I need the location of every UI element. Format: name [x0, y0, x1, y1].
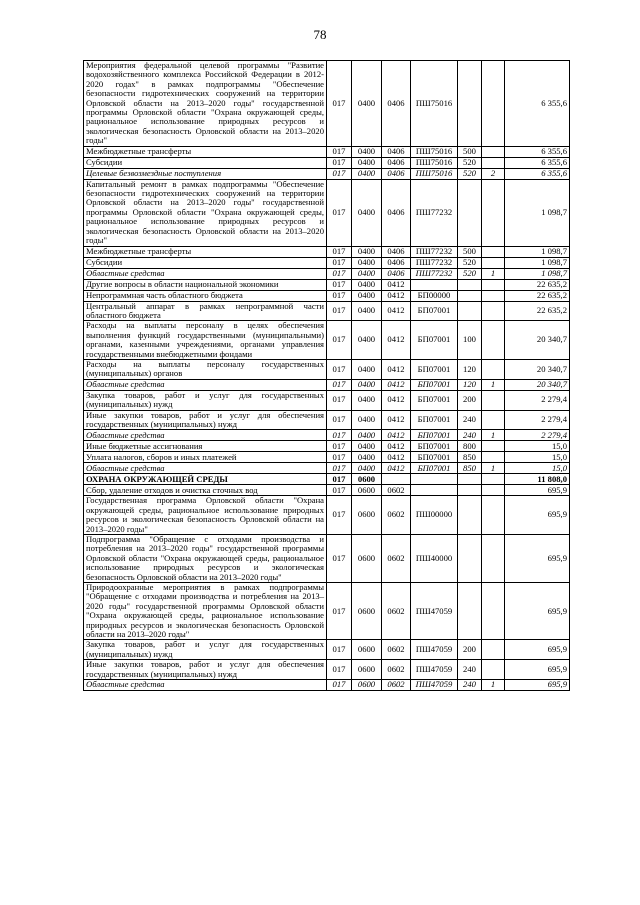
- funding-source-code: [482, 640, 505, 660]
- subsection-code: 0602: [382, 485, 411, 496]
- ved-code: 017: [327, 146, 352, 157]
- expense-type-code: [458, 279, 482, 290]
- amount: 695,9: [505, 660, 570, 680]
- amount: 695,9: [505, 485, 570, 496]
- expense-type-code: 100: [458, 321, 482, 360]
- subsection-code: 0602: [382, 535, 411, 583]
- section-code: 0400: [352, 279, 382, 290]
- funding-source-code: [482, 390, 505, 410]
- target-article-code: БП07001: [411, 379, 458, 390]
- section-code: 0600: [352, 535, 382, 583]
- section-code: 0600: [352, 496, 382, 535]
- ved-code: 017: [327, 452, 352, 463]
- subsection-code: 0412: [382, 301, 411, 321]
- target-article-code: ПШ75016: [411, 61, 458, 147]
- subsection-code: 0602: [382, 640, 411, 660]
- target-article-code: [411, 474, 458, 485]
- ved-code: 017: [327, 430, 352, 441]
- section-code: 0400: [352, 168, 382, 179]
- funding-source-code: 1: [482, 268, 505, 279]
- row-name: Расходы на выплаты персоналу в целях обеспечения выполнения функций государственными (муниципальными) органами, казенными учреждениями, органами управления государственными внебюджетными фондами: [84, 321, 327, 360]
- ved-code: 017: [327, 301, 352, 321]
- funding-source-code: [482, 660, 505, 680]
- ved-code: 017: [327, 379, 352, 390]
- row-name: Областные средства: [84, 379, 327, 390]
- ved-code: 017: [327, 640, 352, 660]
- funding-source-code: [482, 535, 505, 583]
- row-name: Закупка товаров, работ и услуг для государственных (муниципальных) нужд: [84, 640, 327, 660]
- expense-type-code: [458, 301, 482, 321]
- amount: 695,9: [505, 640, 570, 660]
- table-row: [84, 390, 570, 410]
- row-name: Расходы на выплаты персоналу государственных (муниципальных) органов: [84, 359, 327, 379]
- ved-code: 017: [327, 390, 352, 410]
- subsection-code: 0412: [382, 463, 411, 474]
- subsection-code: 0406: [382, 157, 411, 168]
- section-code: 0400: [352, 410, 382, 430]
- ved-code: 017: [327, 257, 352, 268]
- section-code: 0400: [352, 257, 382, 268]
- table-row: [84, 279, 570, 290]
- target-article-code: ПШ47059: [411, 660, 458, 680]
- section-code: 0400: [352, 290, 382, 301]
- row-name: Природоохранные мероприятия в рамках подпрограммы "Обращение с отходами производства и потребления на 2013–2020 годы" государственной программы Орловской области "Охрана окружающей среды, рациональное использование природных ресурсов и экологическая безопасность Орловской области на 2013–2020 годы": [84, 583, 327, 640]
- subsection-code: 0406: [382, 268, 411, 279]
- funding-source-code: [482, 146, 505, 157]
- section-code: 0600: [352, 485, 382, 496]
- expense-type-code: 240: [458, 680, 482, 691]
- expense-type-code: 240: [458, 410, 482, 430]
- ved-code: 017: [327, 321, 352, 360]
- table-row: [84, 61, 570, 147]
- funding-source-code: [482, 61, 505, 147]
- section-code: 0600: [352, 583, 382, 640]
- subsection-code: 0412: [382, 290, 411, 301]
- section-code: 0400: [352, 268, 382, 279]
- expense-type-code: 850: [458, 452, 482, 463]
- ved-code: 017: [327, 535, 352, 583]
- section-code: 0600: [352, 474, 382, 485]
- row-name: Сбор, удаление отходов и очистка сточных вод: [84, 485, 327, 496]
- table-row: [84, 441, 570, 452]
- table-row: [84, 640, 570, 660]
- target-article-code: ПШ47059: [411, 583, 458, 640]
- row-name: Уплата налогов, сборов и иных платежей: [84, 452, 327, 463]
- expense-type-code: [458, 179, 482, 246]
- expense-type-code: 120: [458, 359, 482, 379]
- funding-source-code: 1: [482, 463, 505, 474]
- amount: 2 279,4: [505, 390, 570, 410]
- expense-type-code: [458, 290, 482, 301]
- funding-source-code: [482, 474, 505, 485]
- row-name: Государственная программа Орловской области "Охрана окружающей среды, рациональное использование природных ресурсов и экологическая безопасность Орловской области на 2013–2020 годы": [84, 496, 327, 535]
- table-row: [84, 179, 570, 246]
- expense-type-code: [458, 485, 482, 496]
- table-row: [84, 463, 570, 474]
- funding-source-code: [482, 321, 505, 360]
- row-name: Иные закупки товаров, работ и услуг для обеспечения государственных (муниципальных) нужд: [84, 410, 327, 430]
- row-name: Иные закупки товаров, работ и услуг для обеспечения государственных (муниципальных) нужд: [84, 660, 327, 680]
- amount: 1 098,7: [505, 246, 570, 257]
- row-name: ОХРАНА ОКРУЖАЮЩЕЙ СРЕДЫ: [84, 474, 327, 485]
- target-article-code: БП07001: [411, 410, 458, 430]
- amount: 695,9: [505, 583, 570, 640]
- amount: 695,9: [505, 535, 570, 583]
- expense-type-code: 520: [458, 168, 482, 179]
- amount: 1 098,7: [505, 257, 570, 268]
- funding-source-code: [482, 246, 505, 257]
- funding-source-code: [482, 257, 505, 268]
- amount: 695,9: [505, 496, 570, 535]
- funding-source-code: [482, 301, 505, 321]
- table-row: [84, 430, 570, 441]
- row-name: Областные средства: [84, 463, 327, 474]
- subsection-code: 0406: [382, 246, 411, 257]
- ved-code: 017: [327, 410, 352, 430]
- target-article-code: БП07001: [411, 463, 458, 474]
- funding-source-code: 1: [482, 379, 505, 390]
- subsection-code: 0406: [382, 179, 411, 246]
- expense-type-code: 850: [458, 463, 482, 474]
- section-code: 0400: [352, 179, 382, 246]
- table-row: [84, 146, 570, 157]
- ved-code: 017: [327, 246, 352, 257]
- ved-code: 017: [327, 157, 352, 168]
- target-article-code: ПШ77232: [411, 268, 458, 279]
- amount: 6 355,6: [505, 168, 570, 179]
- amount: 15,0: [505, 463, 570, 474]
- subsection-code: 0412: [382, 430, 411, 441]
- target-article-code: ПШ47059: [411, 640, 458, 660]
- amount: 6 355,6: [505, 146, 570, 157]
- expense-type-code: [458, 535, 482, 583]
- target-article-code: БП07001: [411, 321, 458, 360]
- subsection-code: 0406: [382, 257, 411, 268]
- ved-code: 017: [327, 441, 352, 452]
- table-row: [84, 290, 570, 301]
- page-number: 78: [313, 27, 327, 42]
- subsection-code: 0602: [382, 680, 411, 691]
- expense-type-code: 520: [458, 257, 482, 268]
- amount: 22 635,2: [505, 290, 570, 301]
- funding-source-code: [482, 496, 505, 535]
- ved-code: 017: [327, 583, 352, 640]
- target-article-code: БП07001: [411, 301, 458, 321]
- funding-source-code: 1: [482, 430, 505, 441]
- expense-type-code: 520: [458, 268, 482, 279]
- amount: 2 279,4: [505, 430, 570, 441]
- target-article-code: ПШ47059: [411, 680, 458, 691]
- row-name: Подпрограмма "Обращение с отходами производства и потребления на 2013–2020 годы" государственной программы Орловской области "Охрана окружающей среды, рациональное использование природных ресурсов и экологическая безопасность Орловской области на 2013–2020 годы": [84, 535, 327, 583]
- target-article-code: [411, 485, 458, 496]
- target-article-code: БП00000: [411, 290, 458, 301]
- section-code: 0600: [352, 640, 382, 660]
- ved-code: 017: [327, 496, 352, 535]
- table-row: [84, 535, 570, 583]
- section-code: 0400: [352, 430, 382, 441]
- section-code: 0600: [352, 660, 382, 680]
- amount: 1 098,7: [505, 268, 570, 279]
- amount: 22 635,2: [505, 301, 570, 321]
- section-code: 0400: [352, 157, 382, 168]
- ved-code: 017: [327, 660, 352, 680]
- ved-code: 017: [327, 179, 352, 246]
- section-code: 0400: [352, 441, 382, 452]
- funding-source-code: [482, 179, 505, 246]
- table-row: [84, 157, 570, 168]
- expense-type-code: 500: [458, 246, 482, 257]
- expense-type-code: 200: [458, 640, 482, 660]
- subsection-code: 0412: [382, 321, 411, 360]
- ved-code: 017: [327, 680, 352, 691]
- table-row: [84, 359, 570, 379]
- subsection-code: 0412: [382, 279, 411, 290]
- table-row: [84, 257, 570, 268]
- subsection-code: 0412: [382, 359, 411, 379]
- expense-type-code: 240: [458, 660, 482, 680]
- expense-type-code: [458, 474, 482, 485]
- amount: 6 355,6: [505, 157, 570, 168]
- amount: 20 340,7: [505, 379, 570, 390]
- amount: 695,9: [505, 680, 570, 691]
- row-name: Закупка товаров, работ и услуг для государственных (муниципальных) нужд: [84, 390, 327, 410]
- expense-type-code: 200: [458, 390, 482, 410]
- section-code: 0400: [352, 321, 382, 360]
- table-row: [84, 379, 570, 390]
- row-name: Другие вопросы в области национальной экономики: [84, 279, 327, 290]
- ved-code: 017: [327, 474, 352, 485]
- ved-code: 017: [327, 290, 352, 301]
- row-name: Субсидии: [84, 157, 327, 168]
- budget-table: [83, 60, 570, 691]
- table-row: [84, 168, 570, 179]
- subsection-code: 0406: [382, 168, 411, 179]
- section-code: 0400: [352, 301, 382, 321]
- ved-code: 017: [327, 168, 352, 179]
- section-code: 0400: [352, 246, 382, 257]
- row-name: Иные бюджетные ассигнования: [84, 441, 327, 452]
- target-article-code: ПШ77232: [411, 246, 458, 257]
- section-code: 0400: [352, 379, 382, 390]
- row-name: Центральный аппарат в рамках непрограммной части областного бюджета: [84, 301, 327, 321]
- section-code: 0400: [352, 359, 382, 379]
- row-name: Субсидии: [84, 257, 327, 268]
- ved-code: 017: [327, 485, 352, 496]
- amount: 15,0: [505, 441, 570, 452]
- funding-source-code: [482, 452, 505, 463]
- row-name: Мероприятия федеральной целевой программы "Развитие водохозяйственного комплекса Российской Федерации в 2012-2020 годах" в рамках подпрограммы "Обеспечение безопасности гидротехнических сооружений на территории Орловской области на 2013–2020 годы" государственной программы Орловской области "Охрана окружающей среды, рациональное использование природных ресурсов и экологическая безопасность Орловской области на 2013–2020 годы": [84, 61, 327, 147]
- expense-type-code: 800: [458, 441, 482, 452]
- table-row: [84, 496, 570, 535]
- subsection-code: 0412: [382, 441, 411, 452]
- target-article-code: ПШ77232: [411, 257, 458, 268]
- target-article-code: [411, 279, 458, 290]
- funding-source-code: [482, 290, 505, 301]
- ved-code: 017: [327, 61, 352, 147]
- funding-source-code: 1: [482, 680, 505, 691]
- table-row: [84, 246, 570, 257]
- row-name: Областные средства: [84, 430, 327, 441]
- section-code: 0400: [352, 146, 382, 157]
- amount: 11 808,0: [505, 474, 570, 485]
- row-name: Непрограммная часть областного бюджета: [84, 290, 327, 301]
- amount: 1 098,7: [505, 179, 570, 246]
- expense-type-code: 500: [458, 146, 482, 157]
- section-code: 0400: [352, 390, 382, 410]
- subsection-code: 0412: [382, 390, 411, 410]
- expense-type-code: [458, 583, 482, 640]
- amount: 22 635,2: [505, 279, 570, 290]
- ved-code: 017: [327, 359, 352, 379]
- target-article-code: ПШ75016: [411, 168, 458, 179]
- table-row: [84, 268, 570, 279]
- funding-source-code: [482, 441, 505, 452]
- table-row: [84, 452, 570, 463]
- row-name: Целевые безвозмездные поступления: [84, 168, 327, 179]
- table-row: [84, 583, 570, 640]
- table-row: [84, 660, 570, 680]
- target-article-code: ПШ00000: [411, 496, 458, 535]
- subsection-code: [382, 474, 411, 485]
- section-code: 0400: [352, 452, 382, 463]
- target-article-code: БП07001: [411, 390, 458, 410]
- section-code: 0400: [352, 61, 382, 147]
- section-code: 0600: [352, 680, 382, 691]
- table-row: [84, 301, 570, 321]
- row-name: Межбюджетные трансферты: [84, 146, 327, 157]
- table-row: [84, 485, 570, 496]
- subsection-code: 0602: [382, 660, 411, 680]
- expense-type-code: 120: [458, 379, 482, 390]
- amount: 15,0: [505, 452, 570, 463]
- row-name: Межбюджетные трансферты: [84, 246, 327, 257]
- subsection-code: 0602: [382, 496, 411, 535]
- subsection-code: 0412: [382, 379, 411, 390]
- subsection-code: 0602: [382, 583, 411, 640]
- subsection-code: 0406: [382, 146, 411, 157]
- amount: 2 279,4: [505, 410, 570, 430]
- subsection-code: 0412: [382, 410, 411, 430]
- row-name: Областные средства: [84, 680, 327, 691]
- funding-source-code: [482, 485, 505, 496]
- target-article-code: БП07001: [411, 441, 458, 452]
- section-code: 0400: [352, 463, 382, 474]
- target-article-code: ПШ40000: [411, 535, 458, 583]
- ved-code: 017: [327, 268, 352, 279]
- funding-source-code: [482, 583, 505, 640]
- expense-type-code: 520: [458, 157, 482, 168]
- table-row: [84, 680, 570, 691]
- amount: 20 340,7: [505, 359, 570, 379]
- target-article-code: БП07001: [411, 430, 458, 441]
- row-name: Областные средства: [84, 268, 327, 279]
- funding-source-code: [482, 157, 505, 168]
- table-row: [84, 474, 570, 485]
- expense-type-code: 240: [458, 430, 482, 441]
- target-article-code: ПШ75016: [411, 146, 458, 157]
- target-article-code: БП07001: [411, 452, 458, 463]
- subsection-code: 0406: [382, 61, 411, 147]
- funding-source-code: 2: [482, 168, 505, 179]
- expense-type-code: [458, 61, 482, 147]
- funding-source-code: [482, 359, 505, 379]
- funding-source-code: [482, 279, 505, 290]
- table-row: [84, 321, 570, 360]
- subsection-code: 0412: [382, 452, 411, 463]
- target-article-code: БП07001: [411, 359, 458, 379]
- amount: 20 340,7: [505, 321, 570, 360]
- funding-source-code: [482, 410, 505, 430]
- ved-code: 017: [327, 279, 352, 290]
- expense-type-code: [458, 496, 482, 535]
- amount: 6 355,6: [505, 61, 570, 147]
- row-name: Капитальный ремонт в рамках подпрограммы "Обеспечение безопасности гидротехнических сооружений на территории Орловской области на 2013–2020 годы" государственной программы Орловской области "Охрана окружающей среды, рациональное использование природных ресурсов и экологическая безопасность Орловской области на 2013–2020 годы": [84, 179, 327, 246]
- target-article-code: ПШ77232: [411, 179, 458, 246]
- table-row: [84, 410, 570, 430]
- ved-code: 017: [327, 463, 352, 474]
- target-article-code: ПШ75016: [411, 157, 458, 168]
